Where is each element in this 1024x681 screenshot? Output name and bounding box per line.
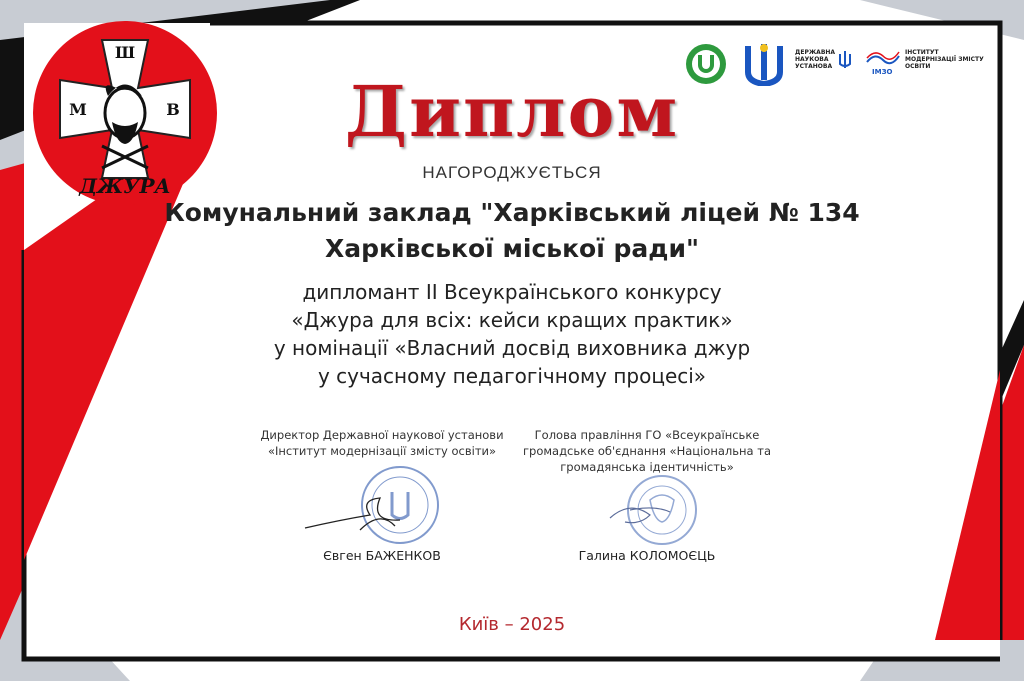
city-year: Київ – 2025 [458, 614, 566, 635]
signature-1-stamp [300, 460, 450, 550]
signatory-2-title: Голова правління ГО «Всеукраїнське громадське об'єднання «Національна та громадянська ідентичність» [522, 428, 771, 474]
imzo-abbr: ІМЗО [872, 68, 893, 76]
description-line: дипломант II Всеукраїнського конкурсу [302, 280, 722, 304]
awarded-label: НАГОРОДЖУЄТЬСЯ [422, 163, 602, 182]
trident-icon [838, 50, 852, 70]
signature-2-stamp [600, 470, 720, 550]
signatory-1-name: Євген БАЖЕНКОВ [323, 548, 441, 563]
imzo-waves-icon [865, 50, 901, 68]
award-description [0, 278, 1024, 390]
recipient-name [0, 195, 1024, 267]
signatory-1-title: Директор Державної наукової установи «Інститут модернізації змісту освіти» [260, 428, 504, 458]
recipient-line-1: Комунальний заклад "Харківський ліцей № 134 [164, 198, 860, 227]
institute-label: ІНСТИТУТ МОДЕРНІЗАЦІЇ ЗМІСТУ ОСВІТИ [905, 49, 984, 70]
emblem-banner-text: ДЖУРА [79, 174, 171, 198]
emblem-letter-left: М [69, 100, 87, 119]
description-line: у сучасному педагогічному процесі» [317, 364, 707, 388]
description-line: у номінації «Власний досвід виховника джур [273, 336, 751, 360]
emblem-letter-right: В [166, 100, 180, 119]
signatory-2-name: Галина КОЛОМОЄЦЬ [578, 548, 716, 563]
state-institution-label: ДЕРЖАВНА НАУКОВА УСТАНОВА [795, 49, 836, 70]
description-line: «Джура для всіх: кейси кращих практик» [291, 308, 733, 332]
recipient-line-2: Харківської міської ради" [325, 234, 699, 263]
emblem-letter-top: Ш [114, 43, 136, 62]
diploma-title: Диплом [344, 70, 680, 153]
